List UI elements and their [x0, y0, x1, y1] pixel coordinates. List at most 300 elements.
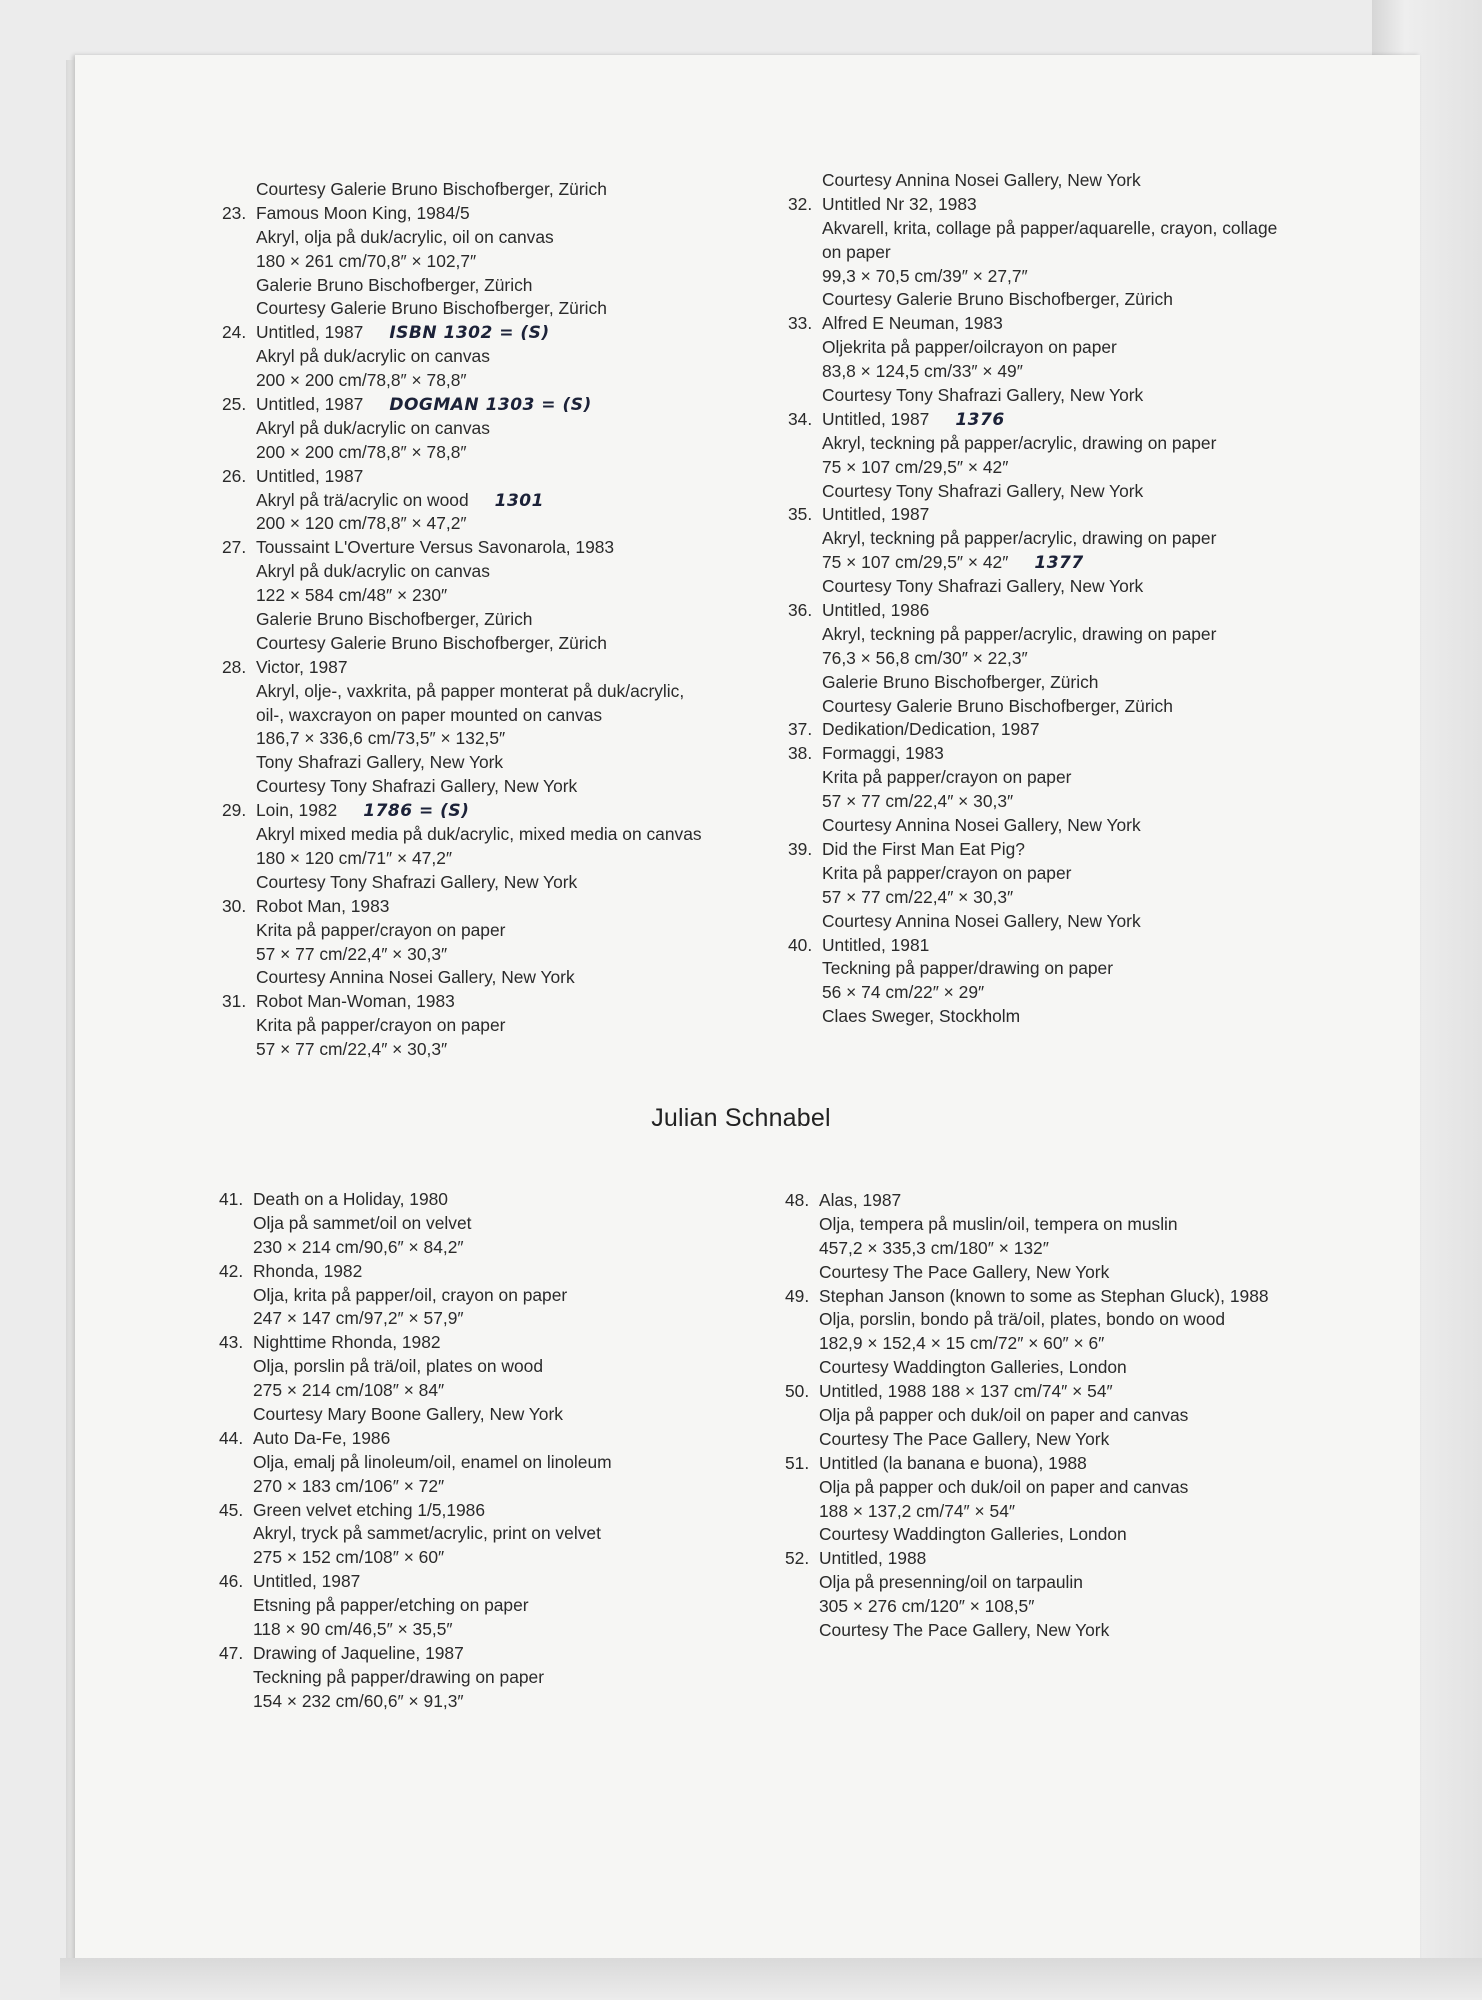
entry-detail: Courtesy Galerie Bruno Bischofberger, Zürich: [256, 632, 607, 653]
entry-number: 25.: [222, 394, 247, 415]
entry-detail: Courtesy Galerie Bruno Bischofberger, Zürich: [256, 298, 607, 319]
entry-title: Untitled, 1981: [822, 934, 930, 955]
catalog-entry: [222, 895, 702, 991]
catalog-entry: [788, 169, 1277, 193]
entry-title-line: [222, 656, 702, 680]
entry-detail: 270 × 183 cm/106″ × 72″: [253, 1475, 445, 1496]
entry-detail: Olja på papper och duk/oil on paper and canvas: [819, 1405, 1189, 1426]
entry-detail-line: [222, 226, 702, 250]
column-bottom-left: [219, 1188, 612, 1714]
entry-detail-line: [222, 966, 702, 990]
entry-detail: Olja på papper och duk/oil on paper and canvas: [819, 1476, 1189, 1497]
entry-number: 28.: [222, 656, 247, 677]
entry-detail: 186,7 × 336,6 cm/73,5″ × 132,5″: [256, 728, 506, 749]
entry-title-line: [222, 465, 702, 489]
entry-detail: Akryl, olje-, vaxkrita, på papper monterat på duk/acrylic,: [256, 680, 685, 701]
entry-number: 45.: [219, 1499, 244, 1520]
entry-detail-line: [788, 241, 1277, 265]
entry-detail-line: [222, 823, 702, 847]
entry-detail: Courtesy Waddington Galleries, London: [819, 1524, 1127, 1545]
entry-detail: 230 × 214 cm/90,6″ × 84,2″: [253, 1236, 464, 1257]
entry-number: 35.: [788, 504, 813, 525]
section-title: Julian Schnabel: [651, 1104, 831, 1132]
entry-detail: Krita på papper/crayon on paper: [256, 919, 506, 940]
entry-detail: Courtesy The Pace Gallery, New York: [819, 1428, 1110, 1449]
entry-detail: Akryl på duk/acrylic on canvas: [256, 561, 490, 582]
catalog-entry: [788, 312, 1277, 408]
entry-detail-line: [788, 862, 1277, 886]
entry-detail-line: [788, 480, 1277, 504]
entry-detail: Courtesy Galerie Bruno Bischofberger, Zürich: [822, 695, 1173, 716]
entry-title-line: [222, 202, 702, 226]
catalog-entry: [222, 536, 702, 655]
entry-number: 43.: [219, 1332, 244, 1353]
entry-detail: Courtesy Tony Shafrazi Gallery, New York: [822, 480, 1144, 501]
catalog-entry: [788, 934, 1277, 1030]
entry-detail-line: [219, 1594, 612, 1618]
entry-title: Untitled, 1987: [822, 504, 930, 525]
entry-detail-line: [788, 169, 1277, 193]
entry-detail: Galerie Bruno Bischofberger, Zürich: [822, 671, 1099, 692]
entry-title-line: [788, 934, 1277, 958]
entry-detail-line: [788, 981, 1277, 1005]
entry-detail-line: [788, 288, 1277, 312]
entry-detail-line: [222, 369, 702, 393]
entry-detail: 57 × 77 cm/22,4″ × 30,3″: [256, 1039, 448, 1060]
entry-detail: Oljekrita på papper/oilcrayon on paper: [822, 337, 1117, 358]
entry-detail-line: [785, 1308, 1269, 1332]
entry-detail-line: [222, 584, 702, 608]
handwritten-note: 1376: [955, 409, 1005, 430]
entry-detail: Courtesy Tony Shafrazi Gallery, New York: [822, 385, 1144, 406]
entry-detail: Krita på papper/crayon on paper: [256, 1015, 506, 1036]
entry-detail: 57 × 77 cm/22,4″ × 30,3″: [822, 886, 1014, 907]
entry-detail-line: [219, 1212, 612, 1236]
entry-detail-line: [788, 265, 1277, 289]
entry-detail-line: [788, 551, 1277, 575]
catalog-entry: [785, 1547, 1269, 1643]
entry-detail-line: [222, 871, 702, 895]
entry-detail: Courtesy Tony Shafrazi Gallery, New York: [256, 776, 578, 797]
catalog-entry: [219, 1570, 612, 1642]
entry-detail-line: [788, 695, 1277, 719]
entry-title-line: [788, 503, 1277, 527]
entry-detail: 99,3 × 70,5 cm/39″ × 27,7″: [822, 265, 1028, 286]
entry-title-line: [785, 1189, 1269, 1213]
entry-title-line: [222, 895, 702, 919]
entry-detail-line: [788, 575, 1277, 599]
entry-title: Untitled, 1988: [819, 1548, 927, 1569]
entry-detail-line: [219, 1355, 612, 1379]
catalog-entry: [785, 1452, 1269, 1548]
entry-title: Formaggi, 1983: [822, 743, 944, 764]
entry-title: Loin, 1982: [256, 800, 338, 821]
entry-detail: Akvarell, krita, collage på papper/aquarelle, crayon, collage: [822, 217, 1278, 238]
entry-detail: Akryl, olja på duk/acrylic, oil on canvas: [256, 226, 554, 247]
catalog-entry: [222, 202, 702, 321]
entry-detail: 57 × 77 cm/22,4″ × 30,3″: [822, 791, 1014, 812]
entry-title-line: [219, 1260, 612, 1284]
catalog-entry: [788, 718, 1277, 742]
entry-title-line: [222, 536, 702, 560]
entry-detail-line: [219, 1379, 612, 1403]
entry-detail: 118 × 90 cm/46,5″ × 35,5″: [253, 1619, 453, 1640]
entry-detail-line: [222, 632, 702, 656]
entry-detail: oil-, waxcrayon on paper mounted on canvas: [256, 704, 603, 725]
entry-detail-line: [219, 1284, 612, 1308]
entry-detail: Courtesy Annina Nosei Gallery, New York: [822, 815, 1141, 836]
entry-detail: Akryl på duk/acrylic on canvas: [256, 417, 490, 438]
entry-detail-line: [788, 336, 1277, 360]
entry-detail-line: [785, 1404, 1269, 1428]
entry-detail-line: [219, 1451, 612, 1475]
entry-detail-line: [222, 919, 702, 943]
entry-number: 51.: [785, 1452, 810, 1473]
catalog-entry: [788, 193, 1277, 312]
catalog-entry: [219, 1499, 612, 1571]
entry-detail-line: [785, 1571, 1269, 1595]
entry-detail-line: [785, 1500, 1269, 1524]
entry-detail-line: [785, 1213, 1269, 1237]
entry-detail: 122 × 584 cm/48″ × 230″: [256, 585, 448, 606]
entry-detail: 76,3 × 56,8 cm/30″ × 22,3″: [822, 647, 1028, 668]
entry-title-line: [219, 1642, 612, 1666]
entry-detail: Courtesy Mary Boone Gallery, New York: [253, 1404, 563, 1425]
entry-detail: 200 × 120 cm/78,8″ × 47,2″: [256, 513, 467, 534]
entry-title-line: [788, 312, 1277, 336]
entry-title-line: [788, 718, 1277, 742]
catalog-entry: [788, 742, 1277, 838]
entry-title-line: [222, 321, 702, 345]
entry-detail-line: [222, 751, 702, 775]
entry-detail: Teckning på papper/drawing on paper: [822, 958, 1114, 979]
entry-title-line: [785, 1452, 1269, 1476]
entry-title: Untitled Nr 32, 1983: [822, 193, 977, 214]
entry-title-line: [219, 1570, 612, 1594]
entry-detail: 180 × 120 cm/71″ × 47,2″: [256, 847, 453, 868]
entry-title: Untitled, 1987: [256, 322, 364, 343]
entry-title: Alfred E Neuman, 1983: [822, 313, 1003, 334]
entry-detail: Teckning på papper/drawing on paper: [253, 1666, 545, 1687]
entry-number: 32.: [788, 193, 813, 214]
entry-detail: 56 × 74 cm/22″ × 29″: [822, 982, 985, 1003]
entry-title-line: [785, 1547, 1269, 1571]
entry-title-line: [788, 599, 1277, 623]
entry-title: Victor, 1987: [256, 656, 348, 677]
entry-detail-line: [785, 1523, 1269, 1547]
entry-detail-line: [785, 1476, 1269, 1500]
entry-number: 30.: [222, 895, 247, 916]
entry-detail-line: [219, 1522, 612, 1546]
entry-title: Stephan Janson (known to some as Stephan Gluck), 1988: [819, 1285, 1269, 1306]
entry-detail-line: [222, 417, 702, 441]
entry-detail-line: [788, 1005, 1277, 1029]
entry-detail: Etsning på papper/etching on paper: [253, 1595, 529, 1616]
entry-detail-line: [222, 943, 702, 967]
entry-detail: Courtesy The Pace Gallery, New York: [819, 1620, 1110, 1641]
entry-detail-line: [219, 1618, 612, 1642]
entry-detail: 182,9 × 152,4 × 15 cm/72″ × 60″ × 6″: [819, 1333, 1105, 1354]
entry-detail: 75 × 107 cm/29,5″ × 42″: [822, 552, 1009, 573]
entry-title: Nighttime Rhonda, 1982: [253, 1332, 441, 1353]
handwritten-note: DOGMAN 1303 = (S): [389, 395, 592, 416]
entry-detail: Olja på presenning/oil on tarpaulin: [819, 1572, 1083, 1593]
entry-detail-line: [788, 456, 1277, 480]
entry-title: Toussaint L'Overture Versus Savonarola, 1983: [256, 537, 615, 558]
handwritten-note: ISBN 1302 = (S): [389, 323, 550, 344]
entry-detail-line: [222, 847, 702, 871]
entry-detail-line: [222, 441, 702, 465]
catalog-entry: [785, 1285, 1269, 1381]
entry-detail: Tony Shafrazi Gallery, New York: [256, 752, 504, 773]
catalog-entry: [785, 1189, 1269, 1285]
catalog-entry: [222, 990, 702, 1062]
entry-detail-line: [788, 647, 1277, 671]
catalog-entry: [219, 1331, 612, 1427]
catalog-entry: [222, 799, 702, 895]
entry-number: 29.: [222, 800, 247, 821]
entry-title-line: [788, 408, 1277, 432]
column-top-right: [788, 169, 1277, 1029]
entry-title-line: [219, 1499, 612, 1523]
entry-detail-line: [785, 1356, 1269, 1380]
entry-detail: 57 × 77 cm/22,4″ × 30,3″: [256, 943, 448, 964]
entry-detail-line: [222, 775, 702, 799]
entry-detail-line: [785, 1428, 1269, 1452]
entry-detail-line: [788, 623, 1277, 647]
entry-detail: 275 × 152 cm/108″ × 60″: [253, 1547, 445, 1568]
catalog-entry: [788, 503, 1277, 599]
entry-number: 49.: [785, 1285, 810, 1306]
catalog-entry: [219, 1260, 612, 1332]
entry-detail-line: [222, 608, 702, 632]
entry-detail: Akryl, tryck på sammet/acrylic, print on velvet: [253, 1523, 601, 1544]
entry-title: Alas, 1987: [819, 1190, 902, 1210]
entry-detail: 200 × 200 cm/78,8″ × 78,8″: [256, 370, 467, 391]
entry-title-line: [788, 838, 1277, 862]
entry-title: Robot Man, 1983: [256, 895, 390, 916]
entry-detail-line: [788, 790, 1277, 814]
entry-title: Rhonda, 1982: [253, 1260, 363, 1281]
entry-title-line: [219, 1331, 612, 1355]
entry-detail-line: [222, 489, 702, 513]
catalog-entry: [788, 838, 1277, 934]
entry-detail-line: [788, 527, 1277, 551]
catalog-entry: [788, 408, 1277, 504]
entry-detail-line: [785, 1332, 1269, 1356]
entry-number: 38.: [788, 743, 813, 764]
entry-detail: 180 × 261 cm/70,8″ × 102,7″: [256, 250, 477, 271]
entry-detail-line: [788, 910, 1277, 934]
entry-detail: Courtesy The Pace Gallery, New York: [819, 1261, 1110, 1282]
entry-title: Untitled, 1987: [253, 1571, 361, 1592]
entry-detail-line: [219, 1403, 612, 1427]
catalog-entry: [785, 1380, 1269, 1452]
catalog-entry: [222, 321, 702, 393]
entry-detail-line: [222, 727, 702, 751]
entry-detail: 200 × 200 cm/78,8″ × 78,8″: [256, 441, 467, 462]
entry-title-line: [219, 1188, 612, 1212]
catalog-entry: [219, 1427, 612, 1499]
entry-detail: 247 × 147 cm/97,2″ × 57,9″: [253, 1308, 464, 1329]
column-top-left: [222, 178, 702, 1062]
entry-detail: Courtesy Galerie Bruno Bischofberger, Zürich: [822, 289, 1173, 310]
entry-title-line: [219, 1427, 612, 1451]
entry-detail-line: [222, 297, 702, 321]
entry-detail: Olja på sammet/oil on velvet: [253, 1212, 472, 1233]
entry-detail-line: [222, 680, 702, 704]
entry-number: 33.: [788, 313, 813, 334]
entry-detail: Olja, porslin på trä/oil, plates on wood: [253, 1356, 544, 1377]
entry-number: 44.: [219, 1427, 244, 1448]
entry-number: 46.: [219, 1571, 244, 1592]
entry-detail: Akryl, teckning på papper/acrylic, drawing on paper: [822, 432, 1217, 453]
entry-number: 39.: [788, 838, 813, 859]
entry-detail: Akryl på trä/acrylic on wood: [256, 489, 469, 510]
entry-detail-line: [788, 957, 1277, 981]
entry-number: 48.: [785, 1190, 810, 1210]
entry-detail: 75 × 107 cm/29,5″ × 42″: [822, 456, 1009, 477]
entry-number: 52.: [785, 1548, 810, 1569]
catalog-entry: [222, 178, 702, 202]
entry-detail: Olja, porslin, bondo på trä/oil, plates, bondo on wood: [819, 1309, 1226, 1330]
entry-detail: 154 × 232 cm/60,6″ × 91,3″: [253, 1690, 464, 1711]
entry-number: 50.: [785, 1381, 810, 1402]
entry-title-line: [785, 1285, 1269, 1309]
entry-title: Did the First Man Eat Pig?: [822, 838, 1025, 859]
entry-detail-line: [222, 250, 702, 274]
entry-title: Untitled, 1987: [256, 394, 364, 415]
entry-number: 34.: [788, 408, 813, 429]
entry-title-line: [222, 990, 702, 1014]
entry-number: 40.: [788, 934, 813, 955]
entry-detail: Courtesy Tony Shafrazi Gallery, New York: [256, 871, 578, 892]
entry-detail: Olja, krita på papper/oil, crayon on paper: [253, 1284, 568, 1305]
entry-title-line: [222, 393, 702, 417]
entry-title: Untitled, 1987: [256, 465, 364, 486]
entry-detail-line: [219, 1690, 612, 1714]
entry-detail: Galerie Bruno Bischofberger, Zürich: [256, 609, 533, 630]
handwritten-note: 1786 = (S): [363, 801, 470, 822]
entry-detail-line: [788, 360, 1277, 384]
catalog-entry: [219, 1642, 612, 1714]
entry-title: Famous Moon King, 1984/5: [256, 202, 470, 223]
entry-number: 41.: [219, 1189, 244, 1209]
entry-detail-line: [785, 1595, 1269, 1619]
entry-detail: Olja, emalj på linoleum/oil, enamel on linoleum: [253, 1451, 612, 1472]
entry-detail-line: [785, 1261, 1269, 1285]
entry-detail-line: [788, 432, 1277, 456]
bottom-shadow: [60, 1958, 1482, 2000]
entry-detail: 275 × 214 cm/108″ × 84″: [253, 1380, 445, 1401]
entry-detail-line: [222, 1014, 702, 1038]
entry-title: Dedikation/Dedication, 1987: [822, 719, 1040, 740]
entry-title: Auto Da-Fe, 1986: [253, 1427, 391, 1448]
entry-detail-line: [222, 345, 702, 369]
entry-detail: on paper: [822, 241, 891, 262]
entry-title-line: [788, 193, 1277, 217]
entry-detail: Claes Sweger, Stockholm: [822, 1006, 1021, 1027]
entry-detail: Akryl på duk/acrylic on canvas: [256, 346, 490, 367]
catalog-entry: [222, 393, 702, 465]
entry-detail-line: [222, 512, 702, 536]
entry-number: 27.: [222, 537, 247, 558]
entry-title: Untitled, 1988 188 × 137 cm/74″ × 54″: [819, 1381, 1113, 1402]
entry-detail: 305 × 276 cm/120″ × 108,5″: [819, 1596, 1035, 1617]
entry-title: Untitled, 1986: [822, 600, 930, 621]
entry-number: 26.: [222, 465, 247, 486]
entry-number: 47.: [219, 1642, 244, 1663]
entry-detail-line: [785, 1619, 1269, 1643]
catalog-entry: [788, 599, 1277, 718]
entry-detail: Akryl, teckning på papper/acrylic, drawing on paper: [822, 623, 1217, 644]
catalog-entry: [222, 465, 702, 537]
entry-detail-line: [219, 1236, 612, 1260]
entry-detail-line: [788, 886, 1277, 910]
entry-title: Untitled (la banana e buona), 1988: [819, 1452, 1087, 1473]
entry-title: Green velvet etching 1/5,1986: [253, 1499, 486, 1520]
handwritten-note: 1377: [1034, 553, 1084, 574]
entry-detail: Krita på papper/crayon on paper: [822, 862, 1072, 883]
entry-detail-line: [788, 766, 1277, 790]
entry-detail-line: [222, 274, 702, 298]
handwritten-note: 1301: [494, 490, 544, 511]
entry-detail-line: [222, 560, 702, 584]
entry-detail: Krita på papper/crayon on paper: [822, 767, 1072, 788]
entry-detail: 188 × 137,2 cm/74″ × 54″: [819, 1500, 1016, 1521]
entry-number: 37.: [788, 719, 813, 740]
entry-detail-line: [219, 1666, 612, 1690]
entry-number: 24.: [222, 322, 247, 343]
entry-number: 23.: [222, 202, 247, 223]
entry-detail-line: [785, 1237, 1269, 1261]
entry-detail-line: [219, 1307, 612, 1331]
entry-title: Death on a Holiday, 1980: [253, 1189, 448, 1209]
entry-detail: Courtesy Annina Nosei Gallery, New York: [256, 967, 575, 988]
entry-title-line: [788, 742, 1277, 766]
entry-detail: Galerie Bruno Bischofberger, Zürich: [256, 274, 533, 295]
entry-detail: Courtesy Annina Nosei Gallery, New York: [822, 170, 1141, 190]
entry-detail-line: [222, 704, 702, 728]
entry-detail-line: [788, 671, 1277, 695]
entry-number: 31.: [222, 991, 247, 1012]
entry-detail-line: [219, 1546, 612, 1570]
entry-detail: 457,2 × 335,3 cm/180″ × 132″: [819, 1237, 1049, 1258]
entry-detail: Akryl, teckning på papper/acrylic, drawing on paper: [822, 528, 1217, 549]
entry-title-line: [222, 799, 702, 823]
entry-number: 42.: [219, 1260, 244, 1281]
entry-number: 36.: [788, 600, 813, 621]
entry-title: Untitled, 1987: [822, 408, 930, 429]
entry-detail: Courtesy Annina Nosei Gallery, New York: [822, 910, 1141, 931]
column-bottom-right: [785, 1189, 1269, 1643]
catalog-entry: [222, 656, 702, 799]
catalog-entry: [219, 1188, 612, 1260]
entry-title-line: [785, 1380, 1269, 1404]
entry-detail-line: [222, 1038, 702, 1062]
entry-title: Drawing of Jaqueline, 1987: [253, 1642, 464, 1663]
entry-detail: Courtesy Galerie Bruno Bischofberger, Zürich: [256, 179, 607, 199]
entry-detail: Olja, tempera på muslin/oil, tempera on muslin: [819, 1213, 1178, 1234]
entry-detail: Akryl mixed media på duk/acrylic, mixed media on canvas: [256, 824, 702, 845]
entry-detail: 83,8 × 124,5 cm/33″ × 49″: [822, 361, 1023, 382]
entry-detail-line: [788, 814, 1277, 838]
entry-detail-line: [788, 384, 1277, 408]
entry-detail-line: [219, 1475, 612, 1499]
entry-title: Robot Man-Woman, 1983: [256, 991, 455, 1012]
entry-detail: Courtesy Tony Shafrazi Gallery, New York: [822, 576, 1144, 597]
entry-detail-line: [788, 217, 1277, 241]
